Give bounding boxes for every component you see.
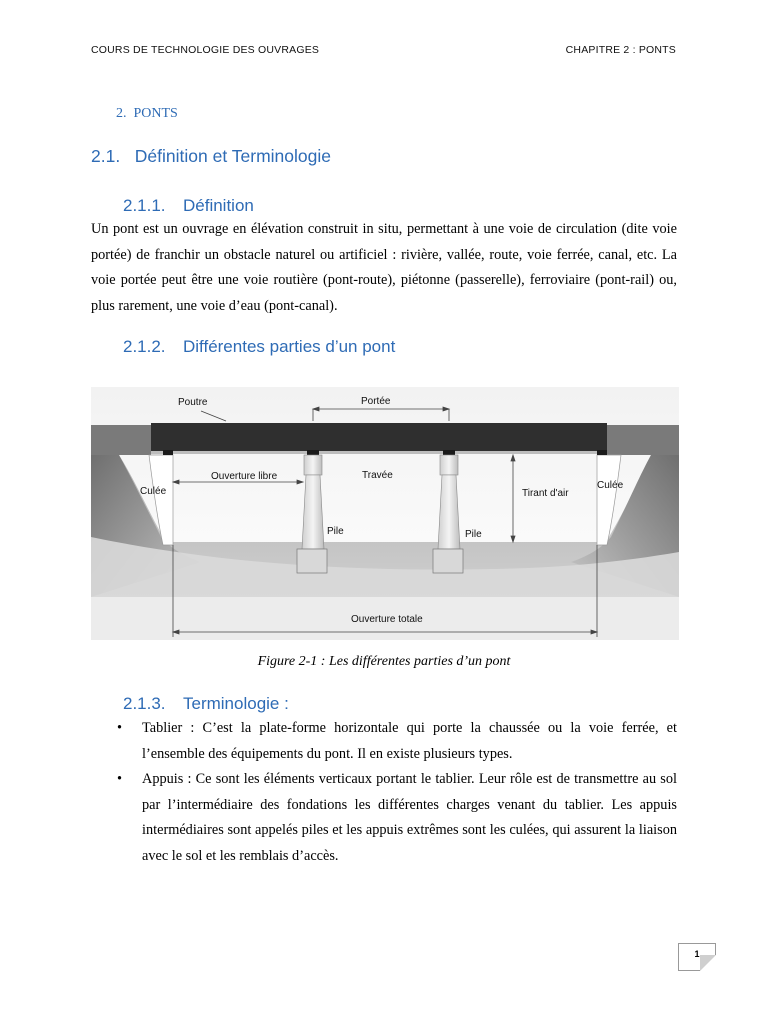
bullet-icon: • — [117, 771, 123, 787]
heading-number: 2.1.2. — [123, 337, 166, 356]
running-header-left: COURS DE TECHNOLOGIE DES OUVRAGES — [91, 44, 320, 56]
label-pile-left: Pile — [327, 526, 344, 537]
label-travee: Travée — [362, 470, 393, 481]
bridge-diagram — [91, 387, 679, 640]
heading-number: 2.1.3. — [123, 694, 166, 713]
label-poutre: Poutre — [178, 397, 208, 408]
section-number: 2. — [116, 106, 127, 121]
section-title: PONTS — [133, 106, 178, 121]
label-pile-right: Pile — [465, 529, 482, 540]
page-number-box — [678, 943, 716, 971]
figure-caption: Figure 2-1 : Les différentes parties d’un pont — [257, 654, 511, 669]
heading-2-1-1 — [123, 196, 254, 216]
heading-title: Terminologie : — [183, 694, 289, 713]
page-fold-icon — [700, 955, 716, 971]
heading-2-1 — [91, 146, 331, 167]
list-item — [117, 767, 677, 869]
heading-2-1-2 — [123, 337, 395, 357]
heading-title: Définition — [183, 196, 254, 215]
right-approach — [607, 425, 679, 455]
list-item — [117, 716, 677, 767]
label-culee-right: Culée — [597, 480, 624, 491]
list-item-text: Appuis : Ce sont les éléments verticaux portant le tablier. Leur rôle est de transmettre au sol par l’intermédiaire des fondations les différentes charges venant du tablier. Les appuis intermédiaires sont appelés piles et les appuis extrêmes sont les culées, qui assurent la liaison avec le sol et les remblais d’accès. — [142, 771, 677, 864]
heading-2-1-3 — [123, 694, 289, 714]
section-heading — [116, 106, 178, 122]
page-number: 1 — [694, 949, 700, 959]
heading-title: Définition et Terminologie — [134, 146, 331, 166]
heading-number: 2.1.1. — [123, 196, 166, 215]
running-header-right: CHAPITRE 2 : PONTS — [565, 44, 676, 56]
heading-title: Différentes parties d’un pont — [183, 337, 396, 356]
left-approach — [91, 425, 151, 455]
bullet-icon: • — [117, 720, 123, 736]
list-item-text: Tablier : C’est la plate-forme horizontale qui porte la chaussée ou la voie ferrée, et l’ensemble des équipements du pont. Il en existe plusieurs types. — [142, 720, 677, 762]
definition-paragraph: Un pont est un ouvrage en élévation construit in situ, permettant à une voie de circulation (dite voie portée) de franchir un obstacle naturel ou artificiel : rivière, vallée, route, voie ferrée, canal, etc. La voie portée peut être une voie routière (pont-route), piétonne (passerelle), ferroviaire (pont-rail) ou, plus rarement, une voie d’eau (pont-canal). — [91, 221, 677, 314]
heading-number: 2.1. — [91, 146, 121, 166]
label-ouverture-libre: Ouverture libre — [211, 471, 278, 482]
terminology-list — [117, 716, 677, 869]
label-ouverture-totale: Ouverture totale — [351, 614, 423, 625]
bridge-deck — [151, 423, 607, 451]
label-tirant-air: Tirant d'air — [522, 488, 569, 499]
label-culee-left: Culée — [140, 486, 167, 497]
label-portee: Portée — [361, 396, 391, 407]
